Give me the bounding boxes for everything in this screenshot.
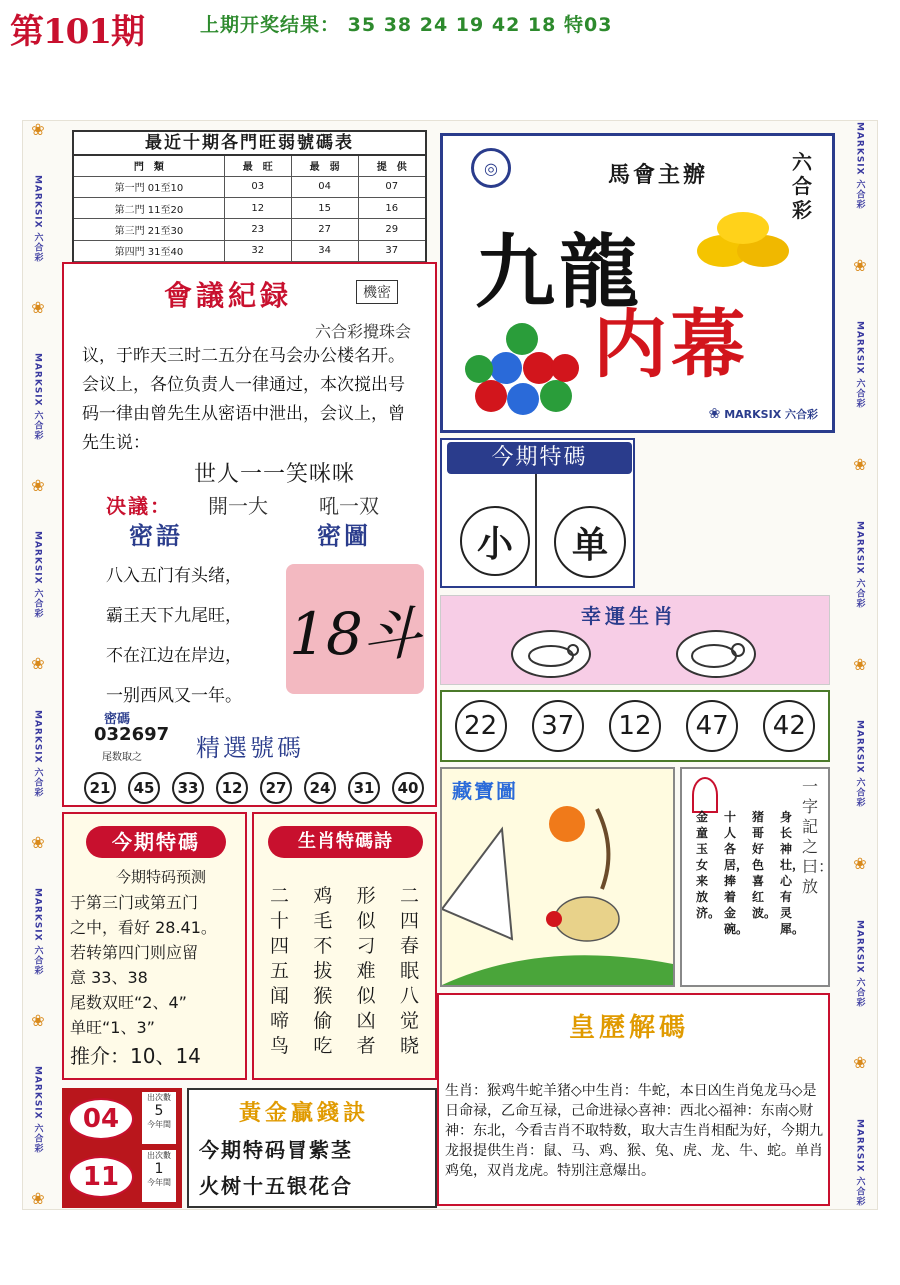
predict-line: 尾数双旺“2、4”	[70, 993, 187, 1012]
code-note: 尾数取之	[102, 752, 142, 763]
predict-line: 若转第四门则应留	[70, 943, 199, 962]
table-cell: 37	[358, 240, 426, 261]
column-header: 門 類	[73, 155, 224, 176]
side-brand: MARKSIX 六合彩	[32, 353, 43, 442]
size-badge: 小	[460, 506, 530, 576]
side-brand: MARKSIX 六合彩	[854, 122, 865, 210]
saying-column: 身长神壮，心有灵犀。	[780, 810, 805, 936]
seal-icon	[692, 777, 718, 813]
selected-numbers	[84, 772, 424, 804]
side-brand: MARKSIX 六合彩	[854, 520, 865, 609]
flower-icon: ❀	[31, 476, 45, 496]
table-cell: 23	[224, 219, 291, 240]
badge-label: 出次數	[147, 1151, 171, 1160]
side-brand: MARKSIX 六合彩	[854, 720, 865, 809]
selected-label: 精選號碼	[196, 734, 304, 762]
divider	[535, 474, 537, 586]
logo-inside: 内幕	[593, 302, 749, 388]
numbers-row	[442, 692, 828, 760]
treasure-title: 藏寶圖	[452, 779, 518, 803]
table-row	[73, 219, 426, 240]
table-cell: 27	[291, 219, 358, 240]
number-ball: 27	[260, 772, 292, 804]
resolution-big: 開一大	[208, 494, 268, 518]
number-ball: 33	[172, 772, 204, 804]
flower-icon: ❀	[31, 298, 45, 318]
jockey-club-icon: ◎	[471, 148, 511, 188]
ox-icon	[676, 630, 756, 678]
table-cell: 15	[291, 198, 358, 219]
logo-panel	[440, 133, 835, 433]
badge-count: 5	[154, 1103, 164, 1119]
today-special-panel	[440, 438, 635, 588]
number-ball: 42	[763, 700, 815, 752]
gold-line-1: 今期特码冒紫茎	[199, 1138, 353, 1162]
saying-panel	[680, 767, 835, 987]
side-brand: MARKSIX 六合彩	[854, 321, 865, 410]
special-predict-lines	[70, 890, 245, 1069]
saying-column: 猪哥好色喜红波。	[752, 810, 777, 920]
logo-lottery: 六合彩	[792, 150, 812, 222]
table-row	[73, 176, 426, 197]
table-cell: 12	[224, 198, 291, 219]
secret-image-handwriting: 18斗	[289, 600, 421, 668]
predict-line: 意 33、38	[70, 968, 148, 987]
saying-columns	[696, 809, 805, 979]
flower-icon: ❀	[31, 832, 45, 852]
number-ball: 37	[532, 700, 584, 752]
verse-line: 一别西风又一年。	[106, 686, 242, 706]
logo-brand-text: MARKSIX 六合彩	[724, 408, 818, 421]
badge-year: 今年閏	[147, 1120, 171, 1129]
gate-table	[72, 130, 427, 284]
poem-column: 鸡毛不拔猴偷吃	[313, 885, 333, 1057]
side-brand: MARKSIX 六合彩	[854, 1119, 865, 1207]
flower-icon: ❀	[853, 853, 867, 873]
flower-icon: ❀	[853, 255, 867, 275]
gold-secret-panel	[187, 1088, 437, 1208]
secret-verses	[106, 556, 296, 716]
flower-icon: ❀	[853, 654, 867, 674]
table-cell: 34	[291, 240, 358, 261]
saying-title: 一字記之曰：放	[802, 777, 835, 896]
badge-info	[142, 1150, 176, 1202]
table-row	[73, 198, 426, 219]
badge-label: 出次數	[147, 1093, 171, 1102]
lucky-zodiac-title: 幸運生肖	[581, 604, 677, 628]
confidential-stamp: 機密	[356, 280, 398, 304]
table-cell: 04	[291, 176, 358, 197]
last-result-numbers: 35 38 24 19 42 18 特03	[347, 14, 613, 36]
code-label: 密碼	[104, 712, 131, 727]
verse-line: 霸王天下九尾旺，	[106, 606, 242, 626]
treasure-map	[440, 767, 675, 987]
special-predict-panel	[62, 812, 247, 1080]
numbers-panel	[440, 690, 830, 762]
flower-icon: ❀	[31, 1010, 45, 1030]
predict-recommend: 推介：10、14	[70, 1044, 201, 1068]
last-result-label: 上期开奖结果：	[200, 14, 341, 36]
number-ball: 40	[392, 772, 424, 804]
logo-host: 馬會主辦	[608, 162, 709, 188]
number-ball: 21	[84, 772, 116, 804]
logo-brand	[709, 406, 818, 422]
predict-line: 于第三门或第五门	[70, 893, 199, 912]
table-cell: 16	[358, 198, 426, 219]
table-cell: 07	[358, 176, 426, 197]
flower-icon: ❀	[31, 120, 45, 139]
emperor-text: 生肖：猴鸡牛蛇羊猪◇中生肖：牛蛇，本日凶生肖兔龙马◇是日命禄，乙命互禄，己命进禄◇喜神：西北◇福神：东南◇财神：东北，今看吉肖不取特数，取大吉生肖相配为好，今期九龙报提供生肖：鼠、马、鸡、猴、兔、虎、龙、牛、蛇。单肖鸡兔，双肖龙虎。特别注意爆出。	[445, 1083, 823, 1179]
predict-line: 单旺“1、3”	[70, 1018, 155, 1037]
issue-number: 第101期	[10, 12, 144, 52]
flower-icon: ❀	[853, 1053, 867, 1073]
verse-line: 不在江边在岸边，	[106, 646, 242, 666]
flower-icon: ❀	[31, 654, 45, 674]
column-header: 提 供	[358, 155, 426, 176]
table-cell: 03	[224, 176, 291, 197]
flower-icon: ❀	[853, 455, 867, 475]
poem-columns	[270, 884, 420, 1074]
side-brand: MARKSIX 六合彩	[32, 709, 43, 798]
secret-words-label: 密語	[129, 522, 183, 550]
gold-ingots-icon	[693, 206, 793, 276]
poem-column: 二四春眠八觉晓	[399, 885, 419, 1057]
emperor-calendar	[437, 993, 830, 1206]
parity-badge: 单	[554, 506, 626, 578]
badge-year: 今年閏	[147, 1178, 171, 1187]
code-value: 032697	[94, 724, 170, 745]
last-result	[200, 10, 612, 37]
flower-icon: ❀	[708, 406, 721, 422]
meeting-org: 六合彩攪珠会	[314, 322, 411, 341]
saying-column: 十人各居，捧着金碗。	[724, 810, 749, 936]
poem-column: 二十四五闻啼鸟	[270, 885, 290, 1057]
poem-column: 形似刁难似凶者	[356, 885, 376, 1057]
side-brand: MARKSIX 六合彩	[854, 919, 865, 1008]
resolution-even: 吼一双	[319, 494, 379, 518]
side-brand: MARKSIX 六合彩	[32, 1065, 43, 1154]
zodiac-poem-panel	[252, 812, 437, 1080]
saying-column: 金童玉女来放济。	[696, 810, 721, 920]
badge-number: 04	[68, 1098, 134, 1140]
side-brand: MARKSIX 六合彩	[32, 175, 43, 263]
column-header: 最 旺	[224, 155, 291, 176]
number-ball: 31	[348, 772, 380, 804]
logo-name: 九龍	[475, 225, 643, 319]
secret-image-label: 密圖	[317, 522, 371, 550]
column-header: 最 弱	[291, 155, 358, 176]
special-predict-heading: 今期特码预测	[116, 868, 207, 886]
resolution-label: 决議：	[106, 494, 172, 518]
emperor-title: 皇歷解碼	[569, 1013, 690, 1043]
number-ball: 24	[304, 772, 336, 804]
number-ball: 47	[686, 700, 738, 752]
table-header-row	[73, 155, 426, 176]
table-cell: 第二門 11至20	[73, 198, 224, 219]
table-cell: 第三門 21至30	[73, 219, 224, 240]
lottery-balls-icon	[461, 311, 591, 421]
predict-line: 之中，看好 28.41。	[70, 918, 217, 937]
gold-title: 黃金贏錢訣	[239, 1100, 370, 1126]
side-brand: MARKSIX 六合彩	[32, 531, 43, 620]
badge-info	[142, 1092, 176, 1144]
today-special-title: 今期特碼	[447, 442, 632, 474]
flower-icon: ❀	[31, 1188, 45, 1208]
left-side-strip	[24, 122, 52, 1207]
number-ball: 22	[455, 700, 507, 752]
table-cell: 32	[224, 240, 291, 261]
number-badges	[62, 1088, 182, 1208]
table-cell: 第四門 31至40	[73, 240, 224, 261]
secret-image	[286, 564, 424, 694]
right-side-strip	[846, 122, 874, 1207]
meeting-title: 會議紀録	[164, 279, 293, 312]
verse-line: 八入五门有头绪，	[106, 566, 242, 586]
gold-line-2: 火树十五银花合	[199, 1174, 353, 1198]
special-predict-title: 今期特碼	[86, 826, 226, 858]
number-ball: 12	[609, 700, 661, 752]
lucky-zodiac-panel	[440, 595, 830, 685]
number-ball: 45	[128, 772, 160, 804]
side-brand: MARKSIX 六合彩	[32, 887, 43, 976]
table-cell: 第一門 01至10	[73, 176, 224, 197]
table-cell: 29	[358, 219, 426, 240]
goat-icon	[511, 630, 591, 678]
table-row	[73, 240, 426, 261]
treasure-illustration	[442, 769, 673, 985]
gate-table-title: 最近十期各門旺弱號碼表	[72, 130, 427, 154]
meeting-paragraph: 议，于昨天三时二五分在马会办公楼名开。会议上，各位负责人一律通过，本次搅出号码一律由曾先生从密语中泄出，会议上，曾先生说：	[82, 346, 405, 453]
number-ball: 12	[216, 772, 248, 804]
badge-number: 11	[68, 1156, 134, 1198]
badge-count: 1	[154, 1161, 164, 1177]
meeting-minutes	[62, 262, 437, 807]
poem-title: 生肖特碼詩	[268, 826, 423, 858]
meeting-quote: 世人一一笑咪咪	[194, 462, 356, 487]
